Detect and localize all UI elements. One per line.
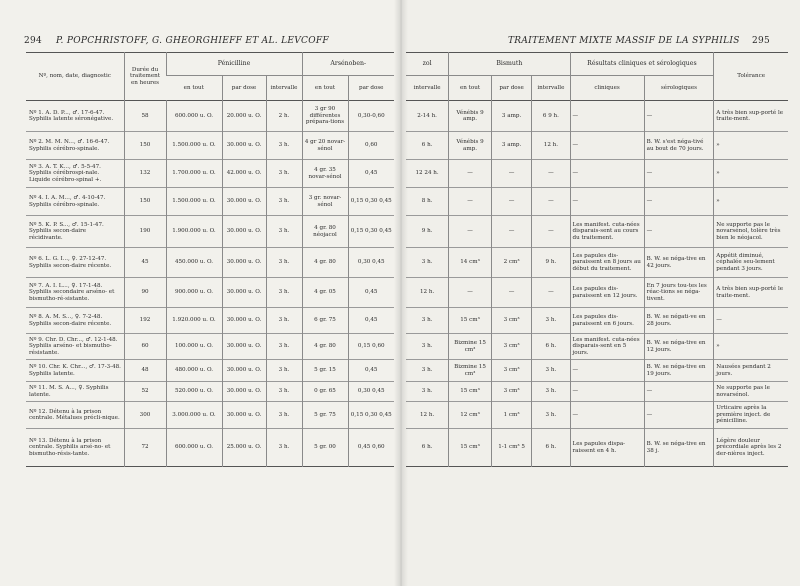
arseno-dose-cell: 0,15 0,30 0,45: [348, 216, 394, 248]
duration-cell: 192: [124, 308, 166, 334]
bismuth-dose-cell: —: [491, 278, 531, 308]
header-results: Résultats cliniques et sérologiques: [570, 53, 714, 76]
patient-cell: Nº 4. I. A. M..., ♂. 4-10-47. Syphilis cérébro-spinale.: [29, 195, 106, 208]
tolerance-cell: Ne supporte pas le novarsénol.: [714, 382, 788, 402]
table-row: [406, 216, 788, 248]
tolerance-cell: Ne supporte pas le novarsénol, tolère très bien le néojacol.: [714, 216, 788, 248]
penicillin-dose-cell: 25.000 u. O.: [222, 429, 266, 467]
clinical-result-cell: —: [570, 132, 644, 160]
clinical-result-cell: —: [570, 188, 644, 216]
penicillin-dose-cell: 30.000 u. O.: [222, 334, 266, 360]
penicillin-total-cell: 600.000 u. O.: [166, 101, 222, 132]
penicillin-interval-cell: 3 h.: [266, 402, 302, 429]
patient-cell: Nº 1. A. D. P..., ♂. 17-6-47. Syphilis latente séronégative.: [29, 109, 114, 122]
table-row: [406, 402, 788, 429]
arseno-dose-cell: 0,15 0,30 0,45: [348, 402, 394, 429]
table-row: [26, 360, 394, 382]
tolerance-cell: Nausées pendant 2 jours.: [714, 360, 788, 382]
header-bi-total: en tout: [449, 76, 492, 101]
table-row: [406, 334, 788, 360]
arseno-total-cell: 4 gr. 80: [302, 334, 348, 360]
bismuth-interval-cell: 3 h.: [532, 360, 570, 382]
arseno-interval-cell: 2-14 h.: [417, 112, 437, 119]
penicillin-total-cell: 1.500.000 u. O.: [166, 188, 222, 216]
arseno-total-cell: 3 gr. novar-sénol: [302, 188, 348, 216]
duration-cell: 90: [124, 278, 166, 308]
bismuth-total-cell: —: [449, 278, 492, 308]
penicillin-interval-cell: 3 h.: [266, 360, 302, 382]
duration-cell: 58: [124, 101, 166, 132]
duration-cell: 48: [124, 360, 166, 382]
header-bismuth: Bismuth: [449, 53, 570, 76]
bismuth-dose-cell: —: [491, 160, 531, 188]
table-row: [406, 248, 788, 278]
penicillin-total-cell: 480.000 u. O.: [166, 360, 222, 382]
clinical-result-cell: Les manifest. cuta-nées disparais-sent en 5 jours.: [570, 334, 644, 360]
arseno-dose-cell: 0,30-0,60: [348, 101, 394, 132]
arseno-dose-cell: 0,45: [348, 360, 394, 382]
serological-result-cell: B. W. se négati-ve en 28 jours.: [644, 308, 714, 334]
penicillin-dose-cell: 20.000 u. O.: [222, 101, 266, 132]
penicillin-dose-cell: 30.000 u. O.: [222, 402, 266, 429]
table-row: [26, 429, 394, 467]
arseno-interval-cell: 3 h.: [421, 343, 433, 350]
clinical-result-cell: —: [570, 382, 644, 402]
arseno-interval-cell: 3 h.: [421, 259, 433, 266]
duration-cell: 150: [124, 188, 166, 216]
header-ars-dose: par dose: [348, 76, 394, 101]
header-pen-interval: intervalle: [266, 76, 302, 101]
penicillin-dose-cell: 30.000 u. O.: [222, 360, 266, 382]
arseno-total-cell: 4 gr. 05: [302, 278, 348, 308]
header-bi-dose: par dose: [491, 76, 531, 101]
header-pen-total: en tout: [166, 76, 222, 101]
table-row: [26, 132, 394, 160]
bismuth-total-cell: 12 cm³: [449, 402, 492, 429]
header-arseno-cont: zol: [422, 59, 432, 67]
bismuth-total-cell: 15 cm³: [449, 382, 492, 402]
table-row: [26, 188, 394, 216]
arseno-dose-cell: 0,45: [348, 278, 394, 308]
table-row: [406, 101, 788, 132]
duration-cell: 300: [124, 402, 166, 429]
bismuth-interval-cell: 3 h.: [532, 402, 570, 429]
tolerance-cell: A très bien sup-porté le traite-ment.: [714, 278, 788, 308]
table-row: [406, 308, 788, 334]
clinical-result-cell: —: [570, 360, 644, 382]
serological-result-cell: —: [644, 402, 714, 429]
bismuth-total-cell: —: [449, 160, 492, 188]
arseno-dose-cell: 0,30 0,45: [348, 248, 394, 278]
penicillin-dose-cell: 30.000 u. O.: [222, 382, 266, 402]
penicillin-interval-cell: 3 h.: [266, 248, 302, 278]
penicillin-interval-cell: 3 h.: [266, 308, 302, 334]
clinical-result-cell: Les manifest. cuta-nées disparais-sent au cours du traitement.: [570, 216, 644, 248]
patient-cell: Nº 12. Détenu à la prison centrale. Métalues précli-nique.: [29, 408, 120, 421]
bismuth-interval-cell: 6 h.: [532, 334, 570, 360]
arseno-total-cell: 4 gr. 35 novar-sénol: [302, 160, 348, 188]
penicillin-total-cell: 450.000 u. O.: [166, 248, 222, 278]
bismuth-total-cell: Bizmine 15 cm³: [449, 360, 492, 382]
page-number-right: 295: [752, 36, 771, 46]
patient-cell: Nº 2. M. M. N..., ♂. 16-6-47. Syphilis cérébro-spinale.: [29, 139, 110, 152]
arseno-dose-cell: 0,15 0,30 0,45: [348, 188, 394, 216]
serological-result-cell: —: [644, 216, 714, 248]
arseno-interval-cell: 6 h.: [421, 444, 433, 451]
arseno-interval-cell: 3 h.: [421, 317, 433, 324]
arseno-total-cell: 4 gr. 80: [302, 248, 348, 278]
duration-cell: 150: [124, 132, 166, 160]
bismuth-total-cell: Vénébis 9 amp.: [449, 132, 492, 160]
header-ars-interval: intervalle: [406, 76, 449, 101]
serological-result-cell: —: [644, 160, 714, 188]
clinical-result-cell: Les papules dispa-raissent en 4 h.: [570, 429, 644, 467]
duration-cell: 72: [124, 429, 166, 467]
bismuth-total-cell: 15 cm³: [449, 308, 492, 334]
penicillin-interval-cell: 2 h.: [266, 101, 302, 132]
bismuth-dose-cell: 2 cm³: [491, 248, 531, 278]
serological-result-cell: B. W. s'est néga-tivé au bout de 70 jours.: [644, 132, 714, 160]
duration-cell: 52: [124, 382, 166, 402]
header-ars-total: en tout: [302, 76, 348, 101]
arseno-interval-cell: 3 h.: [421, 367, 433, 374]
table-row: [406, 160, 788, 188]
bismuth-interval-cell: —: [532, 188, 570, 216]
arseno-interval-cell: 6 h.: [421, 142, 433, 149]
table-row: [406, 278, 788, 308]
penicillin-dose-cell: 30.000 u. O.: [222, 248, 266, 278]
penicillin-total-cell: 1.500.000 u. O.: [166, 132, 222, 160]
tolerance-cell: »: [714, 132, 788, 160]
penicillin-interval-cell: 3 h.: [266, 382, 302, 402]
table-row: [406, 188, 788, 216]
penicillin-interval-cell: 3 h.: [266, 188, 302, 216]
bismuth-total-cell: —: [449, 216, 492, 248]
arseno-dose-cell: 0,30 0,45: [348, 382, 394, 402]
table-row: [26, 101, 394, 132]
bismuth-dose-cell: 3 amp.: [491, 132, 531, 160]
arseno-interval-cell: 12 h.: [419, 411, 435, 418]
clinical-result-cell: Les papules dis-paraissent en 6 jours.: [570, 308, 644, 334]
bismuth-total-cell: Bizmine 15 cm³: [449, 334, 492, 360]
penicillin-total-cell: 3.000.000 u. O.: [166, 402, 222, 429]
right-table: [406, 52, 788, 467]
table-row: [26, 160, 394, 188]
serological-result-cell: B. W. se néga-tive en 42 jours.: [644, 248, 714, 278]
duration-cell: 132: [124, 160, 166, 188]
bismuth-dose-cell: —: [491, 216, 531, 248]
penicillin-total-cell: 1.900.000 u. O.: [166, 216, 222, 248]
penicillin-interval-cell: 3 h.: [266, 160, 302, 188]
arseno-total-cell: 3 gr 90 différentes prépara-tions: [302, 101, 348, 132]
arseno-dose-cell: 0,45: [348, 308, 394, 334]
tolerance-cell: Urticaire après la première inject. de pénicilline.: [714, 402, 788, 429]
arseno-interval-cell: 12 24 h.: [415, 170, 439, 177]
duration-cell: 60: [124, 334, 166, 360]
header-arseno: Arsénoben-: [302, 53, 394, 76]
tolerance-cell: »: [714, 334, 788, 360]
arseno-total-cell: 6 gr. 75: [302, 308, 348, 334]
penicillin-dose-cell: 42.000 u. O.: [222, 160, 266, 188]
arseno-interval-cell: 12 h.: [419, 289, 435, 296]
penicillin-interval-cell: 3 h.: [266, 216, 302, 248]
clinical-result-cell: —: [570, 101, 644, 132]
header-duration: Durée du traitement en heures: [124, 53, 166, 101]
bismuth-dose-cell: 3 cm³: [491, 308, 531, 334]
arseno-interval-cell: 8 h.: [421, 198, 433, 205]
serological-result-cell: B. W. se néga-tive en 19 jours.: [644, 360, 714, 382]
table-row: [406, 429, 788, 467]
penicillin-interval-cell: 3 h.: [266, 429, 302, 467]
serological-result-cell: —: [644, 101, 714, 132]
penicillin-total-cell: 1.920.000 u. O.: [166, 308, 222, 334]
penicillin-dose-cell: 30.000 u. O.: [222, 188, 266, 216]
arseno-total-cell: 5 gr. 15: [302, 360, 348, 382]
penicillin-dose-cell: 30.000 u. O.: [222, 308, 266, 334]
header-serological: sérologiques: [644, 76, 714, 101]
header-tolerance: Tolérance: [714, 53, 788, 101]
arseno-dose-cell: 0,15 0,60: [348, 334, 394, 360]
table-row: [406, 132, 788, 160]
bismuth-interval-cell: —: [532, 160, 570, 188]
table-row: [26, 402, 394, 429]
bismuth-total-cell: —: [449, 188, 492, 216]
table-row: [26, 216, 394, 248]
tolerance-cell: Légère douleur précordiale après les 2 der-nières inject.: [714, 429, 788, 467]
bismuth-dose-cell: 3 amp.: [491, 101, 531, 132]
table-row: [26, 278, 394, 308]
tolerance-cell: A très bien sup-porté le traite-ment.: [714, 101, 788, 132]
tolerance-cell: —: [714, 308, 788, 334]
table-row: [26, 308, 394, 334]
bismuth-dose-cell: 3 cm³: [491, 382, 531, 402]
penicillin-interval-cell: 3 h.: [266, 278, 302, 308]
penicillin-interval-cell: 3 h.: [266, 132, 302, 160]
arseno-total-cell: 0 gr. 65: [302, 382, 348, 402]
page-number-left: 294: [24, 36, 43, 46]
arseno-interval-cell: 3 h.: [421, 388, 433, 395]
clinical-result-cell: Les papules dis-paraissent en 12 jours.: [570, 278, 644, 308]
arseno-total-cell: 4 gr 20 novar-sénol: [302, 132, 348, 160]
arseno-total-cell: 4 gr. 80 néojacol: [302, 216, 348, 248]
patient-cell: Nº 7. A. I. L..., ♀. 17-1-48. Syphilis secondaire arséno- et bismutho-ré-sistante.: [29, 282, 115, 302]
penicillin-dose-cell: 30.000 u. O.: [222, 278, 266, 308]
arseno-interval-cell: 9 h.: [421, 228, 433, 235]
bismuth-dose-cell: 1 cm³: [491, 402, 531, 429]
penicillin-total-cell: 1.700.000 u. O.: [166, 160, 222, 188]
penicillin-total-cell: 900.000 u. O.: [166, 278, 222, 308]
bismuth-interval-cell: 12 h.: [532, 132, 570, 160]
header-pen-dose: par dose: [222, 76, 266, 101]
bismuth-total-cell: Vénébis 9 amp.: [449, 101, 492, 132]
right-page: [400, 0, 800, 586]
clinical-result-cell: —: [570, 160, 644, 188]
bismuth-total-cell: 15 cm³: [449, 429, 492, 467]
tolerance-cell: »: [714, 188, 788, 216]
header-patient: Nº, nom, date, diagnostic: [38, 73, 111, 80]
penicillin-dose-cell: 30.000 u. O.: [222, 216, 266, 248]
serological-result-cell: B. W. se néga-tive en 12 jours.: [644, 334, 714, 360]
duration-cell: 45: [124, 248, 166, 278]
bismuth-interval-cell: —: [532, 216, 570, 248]
penicillin-interval-cell: 3 h.: [266, 334, 302, 360]
patient-cell: Nº 9. Chr. D. Chr..., ♂. 12-1-48. Syphilis arséno- et bismutho-résistante.: [29, 336, 118, 356]
serological-result-cell: En 7 jours tou-tes les réac-tions se néga-tivent.: [644, 278, 714, 308]
penicillin-dose-cell: 30.000 u. O.: [222, 132, 266, 160]
bismuth-interval-cell: 3 h.: [532, 308, 570, 334]
arseno-dose-cell: 0,60: [348, 132, 394, 160]
arseno-dose-cell: 0,45 0,60: [348, 429, 394, 467]
serological-result-cell: —: [644, 188, 714, 216]
penicillin-total-cell: 520.000 u. O.: [166, 382, 222, 402]
arseno-total-cell: 5 gr. 75: [302, 402, 348, 429]
bismuth-total-cell: 14 cm³: [449, 248, 492, 278]
clinical-result-cell: —: [570, 402, 644, 429]
bismuth-dose-cell: 3 cm³: [491, 334, 531, 360]
running-head-title: TRAITEMENT MIXTE MASSIF DE LA SYPHILIS: [508, 36, 740, 46]
patient-cell: Nº 13. Détenu à la prison centrale. Syphilis arsé-no- et bismutho-résis-tante.: [29, 437, 111, 457]
patient-cell: Nº 8. A. M. S..., ♀. 7-2-48. Syphilis secon-daire récente.: [29, 314, 112, 327]
tolerance-cell: »: [714, 160, 788, 188]
table-row: [26, 334, 394, 360]
patient-cell: Nº 3. A. T. K..., ♂. 5-5-47. Syphilis cérébrospi-nale. Liquide cérébro-spinal +.: [29, 163, 102, 183]
patient-cell: Nº 5. K. P. S..., ♂. 15-1-47. Syphilis secon-daire récidivante.: [29, 221, 104, 241]
bismuth-dose-cell: 1-1 cm³ 5: [491, 429, 531, 467]
table-row: [26, 382, 394, 402]
left-table: [26, 52, 394, 467]
duration-cell: 190: [124, 216, 166, 248]
header-penicillin: Pénicilline: [166, 53, 302, 76]
serological-result-cell: —: [644, 382, 714, 402]
patient-cell: Nº 6. L. G. I..., ♀. 27-12-47. Syphilis secon-daire récente.: [29, 256, 112, 269]
arseno-dose-cell: 0,45: [348, 160, 394, 188]
clinical-result-cell: Les papules dis-paraissent en 8 jours au début du traitement.: [570, 248, 644, 278]
bismuth-interval-cell: 6 h.: [532, 429, 570, 467]
table-row: [406, 360, 788, 382]
table-row: [26, 248, 394, 278]
header-bi-interval: intervalle: [532, 76, 570, 101]
serological-result-cell: B. W. se néga-tive en 38 j.: [644, 429, 714, 467]
penicillin-total-cell: 600.000 u. O.: [166, 429, 222, 467]
bismuth-dose-cell: —: [491, 188, 531, 216]
table-row: [406, 382, 788, 402]
patient-cell: Nº 11. M. S. A..., ♀. Syphilis latente.: [29, 385, 109, 398]
penicillin-total-cell: 100.000 u. O.: [166, 334, 222, 360]
arseno-total-cell: 5 gr. 00: [302, 429, 348, 467]
header-clinical: cliniques: [570, 76, 644, 101]
patient-cell: Nº 10. Chr. K. Chr..., ♂. 17-3-48. Syphilis latente.: [29, 364, 121, 377]
bismuth-interval-cell: —: [532, 278, 570, 308]
bismuth-interval-cell: 3 h.: [532, 382, 570, 402]
running-head-authors: P. POPCHRISTOFF, G. GHEORGHIEFF ET AL. LEVCOFF: [56, 36, 329, 46]
bismuth-dose-cell: 3 cm³: [491, 360, 531, 382]
bismuth-interval-cell: 9 h.: [532, 248, 570, 278]
bismuth-interval-cell: 6 9 h.: [532, 101, 570, 132]
tolerance-cell: Appétit diminué, céphalée seu-lement pendant 3 jours.: [714, 248, 788, 278]
